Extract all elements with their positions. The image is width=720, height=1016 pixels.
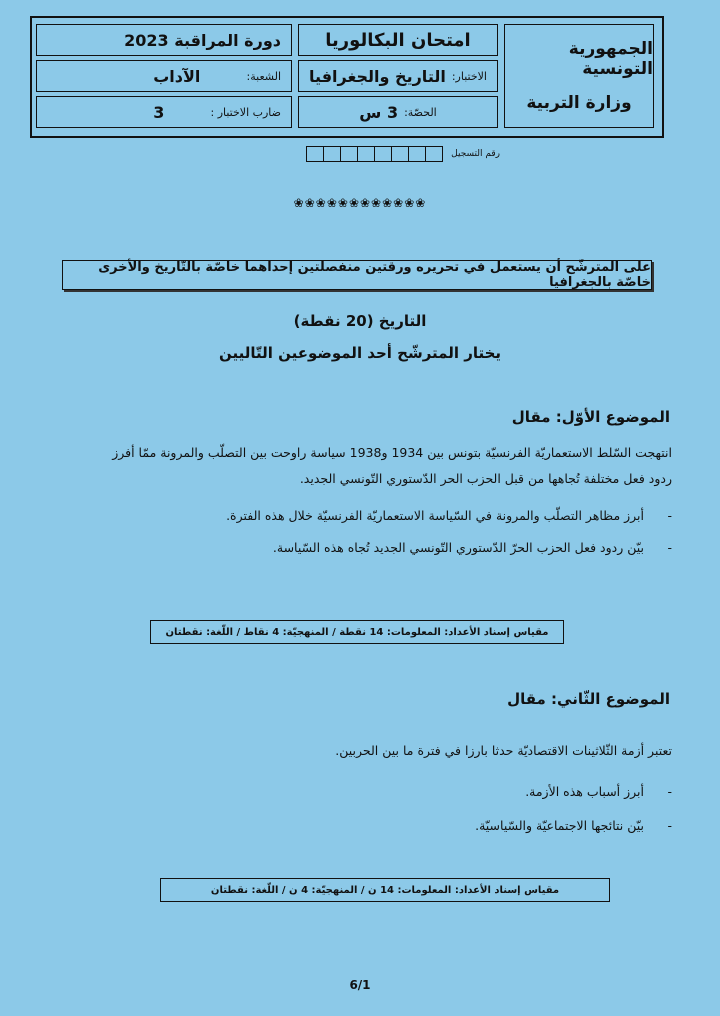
duration-value: 3 س (359, 102, 399, 122)
exam-name-cell (298, 24, 498, 56)
subject2-title: الموضوع الثّاني: مقال (507, 690, 670, 708)
subject2-task-1 (525, 784, 672, 799)
bullet-dash: - (667, 818, 672, 833)
session-cell (36, 24, 292, 56)
subject-value: التاريخ والجغرافيا (309, 66, 446, 86)
bullet-dash: - (667, 540, 672, 555)
subject2-scale-text: مقياس إسناد الأعداد: المعلومات: 14 ن / المنهجيّة: 4 ن / اللّغة: نقطتان (210, 884, 560, 896)
subject-label: الاختبار: (451, 69, 487, 83)
instruction-text: على المترشّح أن يستعمل في تحريره ورقتين منفصلتين إحداهما خاصّة بالتّاريخ والأخرى خاصّة بالجغرافيا (98, 260, 651, 290)
subject2-task-2 (475, 818, 672, 833)
subject2-prompt-line1: تعتبر أزمة الثّلاثينات الاقتصاديّة حدثا بارزا في فترة ما بين الحربين. (335, 743, 672, 758)
coefficient-label: ضارب الاختبار : (210, 105, 281, 119)
subject1-task-1-text: أبرز مظاهر التصلّب والمرونة في السّياسة الاستعماريّة الفرنسيّة خلال هذه الفترة. (226, 508, 644, 523)
branch-label: الشعبة: (246, 69, 281, 83)
registration-boxes[interactable] (306, 146, 443, 162)
choose-instruction: يختار المترشّح أحد الموضوعين التّاليين (218, 344, 502, 362)
duration-label: الحصّة: (404, 105, 437, 119)
subject2-prompt (32, 738, 672, 764)
page-number: 6/1 (349, 978, 371, 992)
ornament-divider: ❀❀❀❀❀❀❀❀❀❀❀❀ (293, 196, 427, 210)
registration-number (306, 146, 500, 162)
exam-name: امتحان البكالوريا (325, 29, 471, 51)
instruction-notice (62, 260, 652, 290)
coefficient-value: 3 (153, 102, 165, 122)
subject1-scale-text: مقياس إسناد الأعداد: المعلومات: 14 نقطة / المنهجيّة: 4 نقاط / اللّغة: نقطتان (165, 626, 549, 638)
registration-label: رقم التسجيل (451, 149, 500, 159)
subject1-prompt-line1: انتهجت السّلط الاستعماريّة الفرنسيّة بتونس بين 1934 و1938 سياسة راوحت بين التصلّب والمرونة ممّا أفرز (112, 445, 672, 460)
subject1-task-1 (226, 508, 672, 523)
subject1-prompt-line2: ردود فعل مختلفة تُجاهها من قبل الحزب الحر الدّستوري التّونسي الجديد. (299, 471, 672, 486)
branch-value: الآداب (153, 66, 201, 86)
duration-cell (298, 96, 498, 128)
bullet-dash: - (667, 784, 672, 799)
subject1-scale (150, 620, 564, 644)
republic-name: الجمهورية التونسية (568, 39, 653, 79)
header-ministry-cell (504, 24, 654, 128)
subject1-task-2-text: بيّن ردود فعل الحزب الحرّ الدّستوري التّونسي الجديد تُجاه هذه السّياسة. (272, 540, 644, 555)
branch-cell (36, 60, 292, 92)
subject2-task-2-text: بيّن نتائجها الاجتماعيّة والسّياسيّة. (475, 818, 644, 833)
subject1-prompt (32, 440, 672, 492)
subject2-scale (160, 878, 610, 902)
ministry-name: وزارة التربية (526, 93, 632, 113)
subject2-task-1-text: أبرز أسباب هذه الأزمة. (525, 784, 644, 799)
section-title: التاريخ (20 نقطة) (293, 312, 427, 330)
subject-cell (298, 60, 498, 92)
exam-header-table (30, 16, 664, 138)
subject1-task-2 (273, 540, 672, 555)
bullet-dash: - (667, 508, 672, 523)
coefficient-cell (36, 96, 292, 128)
subject1-title: الموضوع الأوّل: مقال (511, 408, 670, 426)
session-label: دورة المراقبة 2023 (124, 30, 281, 50)
